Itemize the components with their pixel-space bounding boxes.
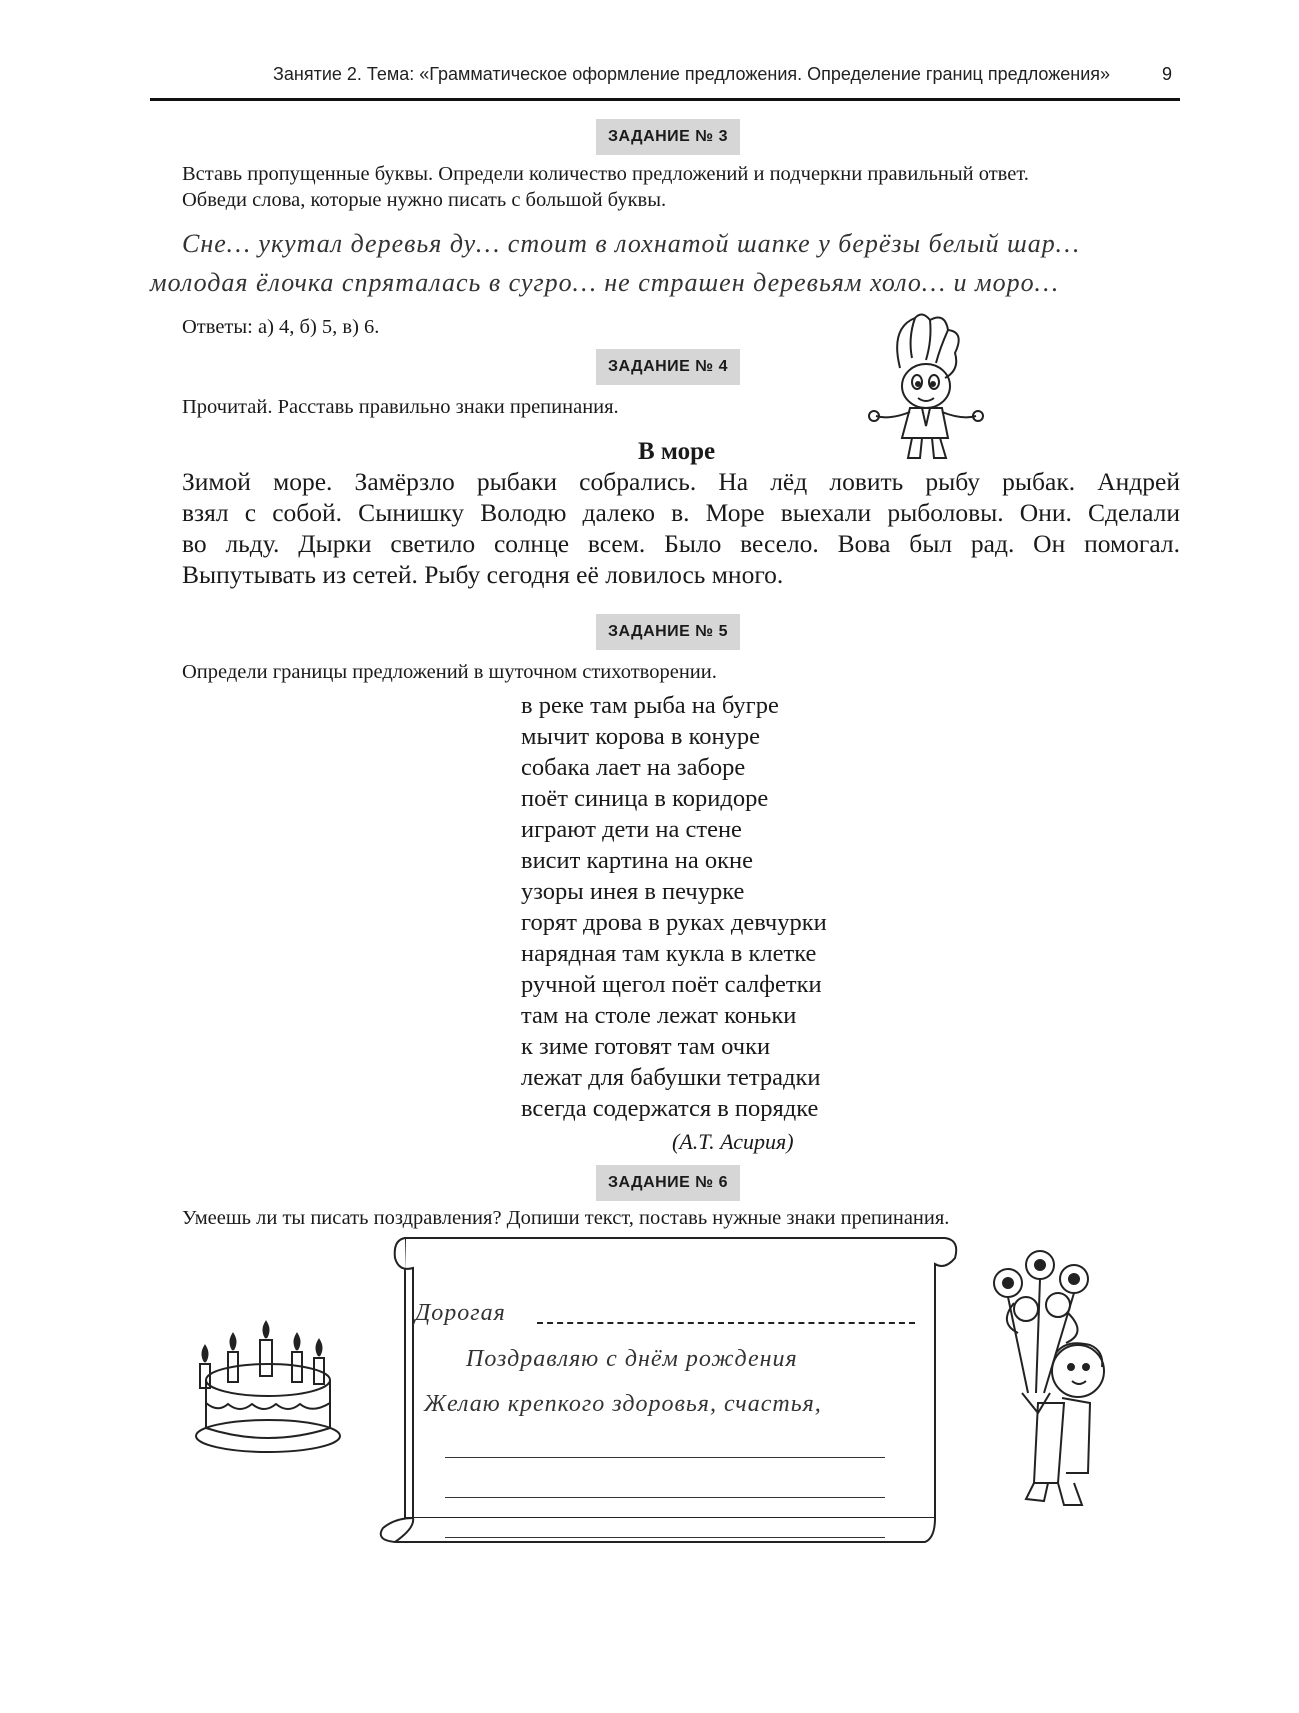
task-3-badge: ЗАДАНИЕ № 3 <box>596 119 740 155</box>
page-header <box>150 64 1180 98</box>
page-number: 9 <box>1161 64 1172 84</box>
story-line: Выпутывать из сетей. Рыбу сегодня её ловилось много. <box>182 560 784 589</box>
story-line: взял с собой. Сынишку Володю далеко в. Море выехали рыболовы. Они. Сделали <box>182 498 1180 527</box>
task-6-badge: ЗАДАНИЕ № 6 <box>596 1165 740 1201</box>
poem-line: висит картина на окне <box>521 847 754 874</box>
write-line-3[interactable] <box>445 1537 885 1538</box>
scroll-congrats-line: Поздравляю с днём рождения <box>466 1346 798 1372</box>
poem-author: (А.Т. Асирия) <box>672 1129 794 1154</box>
task-3-cursive-line-2: молодая ёлочка спряталась в сугро… не страшен деревьям холо… и моро… <box>150 268 1059 297</box>
story-line: Зимой море. Замёрзло рыбаки собрались. На лёд ловить рыбу рыбак. Андрей <box>182 467 1180 496</box>
story-text <box>182 466 1180 590</box>
poem-line: поёт синица в коридоре <box>521 785 769 812</box>
poem-line: узоры инея в печурке <box>521 878 745 905</box>
cartoon-boy-illustration <box>860 308 990 466</box>
write-line-2[interactable] <box>445 1497 885 1498</box>
poem <box>521 690 827 1124</box>
poem-line: всегда содержатся в порядке <box>521 1095 819 1122</box>
task-3-instruction-line-1: Вставь пропущенные буквы. Определи количество предложений и подчеркни правильный ответ. <box>182 163 1029 185</box>
task-3-answers: Ответы: а) 4, б) 5, в) 6. <box>182 316 380 338</box>
task-3-instruction-line-2: Обведи слова, которые нужно писать с большой буквы. <box>182 189 667 211</box>
poem-line: лежат для бабушки тетрадки <box>521 1064 821 1091</box>
task-6-instruction: Умеешь ли ты писать поздравления? Допиши текст, поставь нужные знаки препинания. <box>182 1207 950 1229</box>
boy-with-flowers-illustration <box>978 1243 1108 1523</box>
poem-line: играют дети на стене <box>521 816 742 843</box>
story-title: В море <box>638 438 716 465</box>
poem-line: горят дрова в руках девчурки <box>521 909 827 936</box>
task-4-instruction: Прочитай. Расставь правильно знаки препинания. <box>182 396 619 418</box>
poem-line: мычит корова в конуре <box>521 723 760 750</box>
task-5-instruction: Определи границы предложений в шуточном стихотворении. <box>182 661 717 683</box>
task-3-cursive-line-1: Сне… укутал деревья ду… стоит в лохнатой шапке у берёзы белый шар… <box>182 229 1080 258</box>
poem-line: ручной щегол поёт салфетки <box>521 971 822 998</box>
poem-line: нарядная там кукла в клетке <box>521 940 817 967</box>
poem-line: в реке там рыба на бугре <box>521 692 779 719</box>
write-line-1[interactable] <box>445 1457 885 1458</box>
poem-line: собака лает на заборе <box>521 754 746 781</box>
header-divider <box>150 98 1180 101</box>
task-4-badge: ЗАДАНИЕ № 4 <box>596 349 740 385</box>
poem-line: там на столе лежат коньки <box>521 1002 797 1029</box>
story-line: во льду. Дырки светило солнце всем. Было весело. Вова был рад. Он помогал. <box>182 529 1180 558</box>
header-title: Занятие 2. Тема: «Грамматическое оформление предложения. Определение границ предложения» <box>273 64 1111 84</box>
recipient-name-field[interactable] <box>537 1322 915 1324</box>
birthday-cake-illustration <box>188 1318 348 1458</box>
poem-line: к зиме готовят там очки <box>521 1033 771 1060</box>
scroll-wishes-line: Желаю крепкого здоровья, счастья, <box>424 1391 822 1417</box>
task-5-badge: ЗАДАНИЕ № 5 <box>596 614 740 650</box>
scroll-frame <box>365 1228 965 1546</box>
scroll-greeting-label: Дорогая <box>415 1300 506 1326</box>
